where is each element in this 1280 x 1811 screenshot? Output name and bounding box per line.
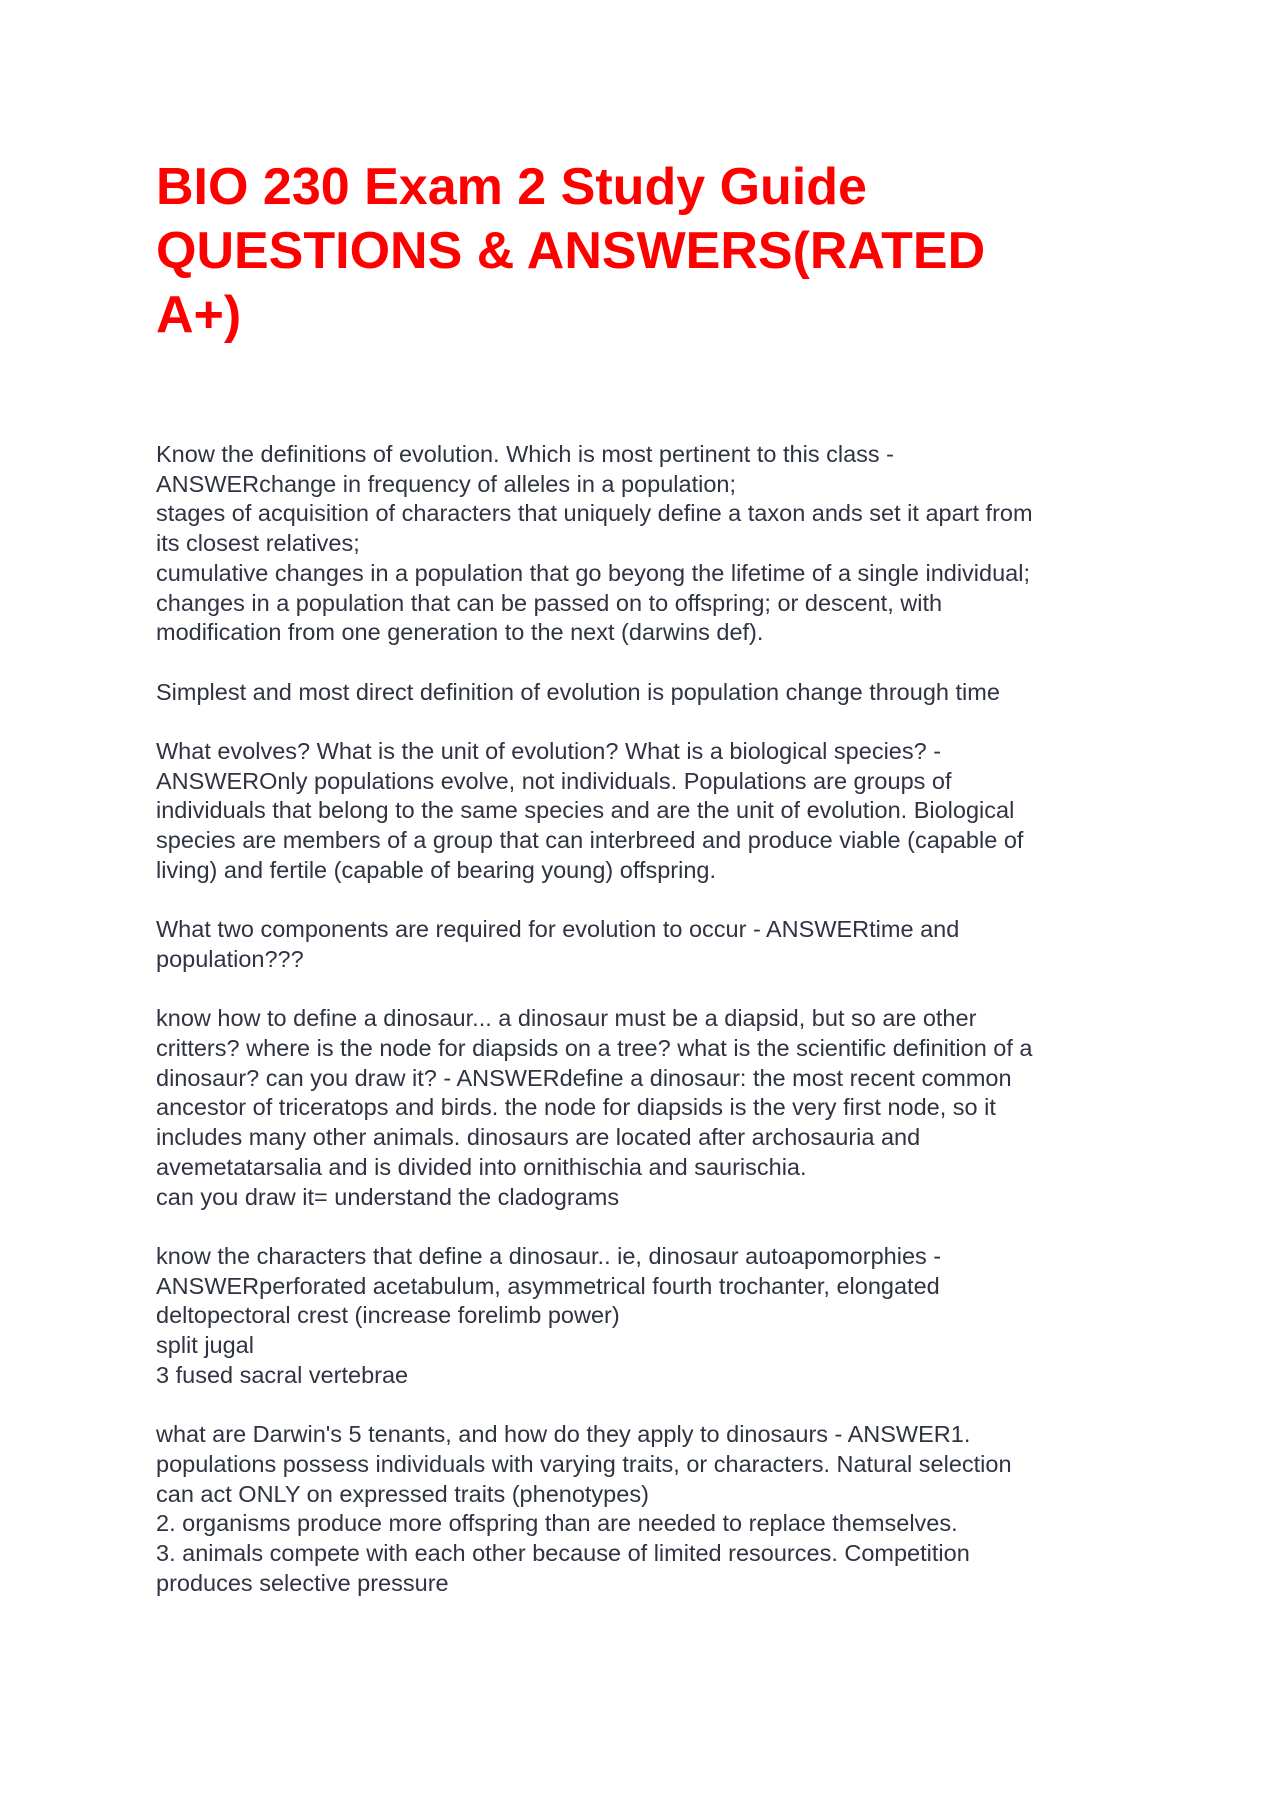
text-line: 3. animals compete with each other because of limited resources. Competition — [156, 1539, 970, 1566]
text-line: cumulative changes in a population that go beyong the lifetime of a single individual; — [156, 559, 1030, 586]
paragraph-unit-of-evolution — [156, 737, 1156, 886]
text-line: deltopectoral crest (increase forelimb power) — [156, 1302, 620, 1329]
text-line: individuals that belong to the same species and are the unit of evolution. Biological — [156, 797, 1015, 824]
text-line: Simplest and most direct definition of evolution is population change through time — [156, 678, 1000, 705]
paragraph-darwin-tenants — [156, 1420, 1156, 1598]
title-line: BIO 230 Exam 2 Study Guide — [156, 158, 867, 216]
text-line: avemetatarsalia and is divided into ornithischia and saurischia. — [156, 1153, 807, 1180]
text-line: critters? where is the node for diapsids on a tree? what is the scientific definition of a — [156, 1035, 1033, 1061]
text-line: species are members of a group that can interbreed and produce viable (capable of — [156, 827, 1024, 854]
text-line: populations possess individuals with varying traits, or characters. Natural selection — [156, 1450, 1012, 1477]
paragraph-evolution-definitions — [156, 440, 1156, 648]
text-line: living) and fertile (capable of bearing young) offspring. — [156, 856, 716, 883]
text-line: can act ONLY on expressed traits (phenotypes) — [156, 1480, 649, 1507]
text-line: dinosaur? can you draw it? - ANSWERdefine a dinosaur: the most recent common — [156, 1064, 1012, 1091]
text-line: includes many other animals. dinosaurs are located after archosauria and — [156, 1124, 921, 1151]
paragraph-simplest-definition — [156, 678, 1156, 708]
text-line: changes in a population that can be passed on to offspring; or descent, with — [156, 589, 943, 616]
text-line: ancestor of triceratops and birds. the node for diapsids is the very first node, so it — [156, 1094, 996, 1121]
text-line: What evolves? What is the unit of evolution? What is a biological species? - — [156, 738, 942, 764]
text-line: Know the definitions of evolution. Which is most pertinent to this class - — [156, 441, 894, 467]
title-line: QUESTIONS & ANSWERS(RATED — [156, 222, 986, 280]
text-line: know how to define a dinosaur... a dinosaur must be a diapsid, but so are other — [156, 1005, 977, 1032]
text-line: ANSWEROnly populations evolve, not individuals. Populations are groups of — [156, 767, 952, 794]
text-line: 2. organisms produce more offspring than are needed to replace themselves. — [156, 1510, 958, 1537]
text-line: can you draw it= understand the cladograms — [156, 1183, 620, 1210]
document-title — [156, 155, 1136, 347]
paragraph-define-dinosaur — [156, 1004, 1156, 1212]
paragraph-evolution-components — [156, 915, 1156, 974]
text-line: produces selective pressure — [156, 1569, 449, 1596]
text-line: modification from one generation to the next (darwins def). — [156, 619, 764, 646]
text-line: ANSWERperforated acetabulum, asymmetrical fourth trochanter, elongated — [156, 1272, 940, 1299]
text-line: 3 fused sacral vertebrae — [156, 1361, 409, 1388]
text-line: what are Darwin's 5 tenants, and how do they apply to dinosaurs - ANSWER1. — [156, 1421, 971, 1448]
text-line: population??? — [156, 945, 304, 972]
text-line: know the characters that define a dinosaur.. ie, dinosaur autoapomorphies - — [156, 1242, 942, 1269]
text-line: split jugal — [156, 1332, 254, 1359]
text-line: ANSWERchange in frequency of alleles in a population; — [156, 470, 737, 497]
title-line: A+) — [156, 286, 242, 344]
text-line: its closest relatives; — [156, 530, 360, 557]
document-body — [156, 440, 1156, 1628]
paragraph-dinosaur-characters — [156, 1242, 1156, 1391]
text-line: What two components are required for evolution to occur - ANSWERtime and — [156, 916, 960, 943]
text-line: stages of acquisition of characters that uniquely define a taxon ands set it apart from — [156, 500, 1033, 527]
